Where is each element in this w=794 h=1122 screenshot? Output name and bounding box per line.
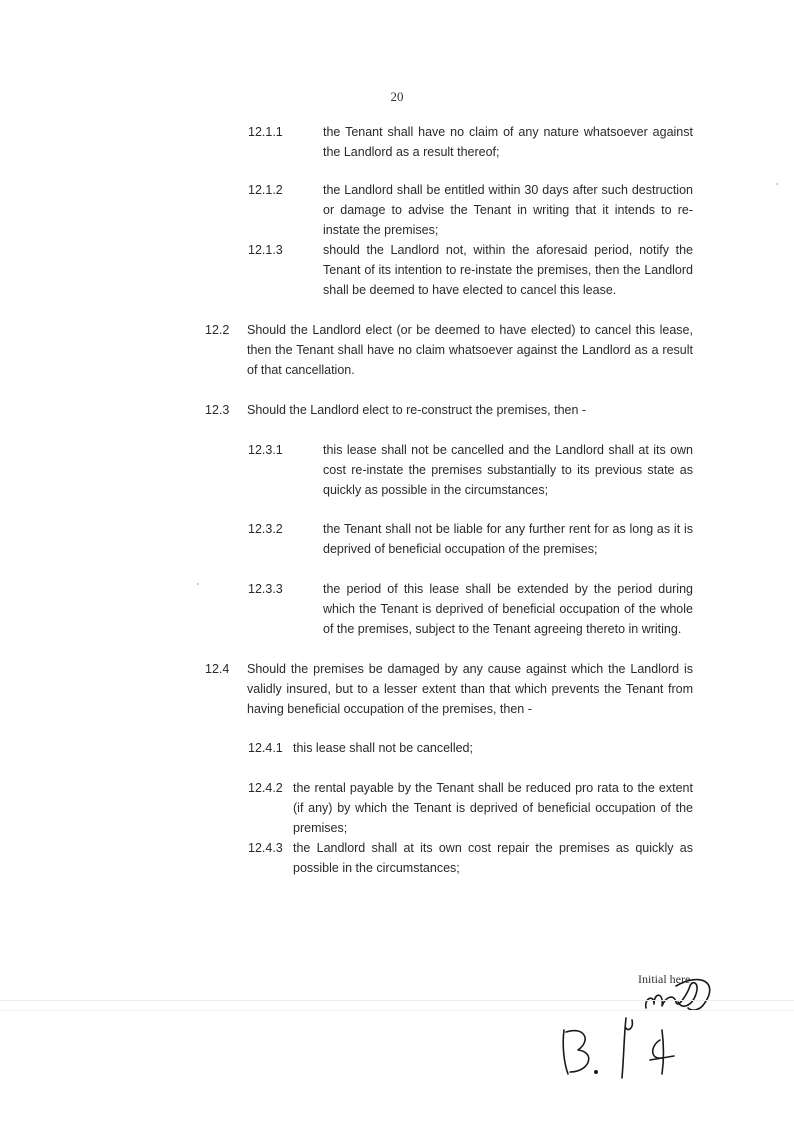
clause-number: 12.3 xyxy=(205,403,230,417)
clause-number: 12.1.3 xyxy=(248,243,283,257)
clause-text: this lease shall not be cancelled and the Landlord shall at its own cost re-instate the premises substantially to its previous state as quickly as possible in the circumstances; xyxy=(323,443,693,497)
clause-number: 12.4.2 xyxy=(248,781,283,795)
scan-speck xyxy=(776,183,778,185)
signature-stroke xyxy=(662,1030,664,1074)
signature-stroke xyxy=(563,1030,568,1074)
clause-number: 12.4 xyxy=(205,662,230,676)
clause-number: 12.2 xyxy=(205,323,230,337)
clause-text: Should the Landlord elect to re-construct the premises, then - xyxy=(247,403,587,417)
signature-stroke xyxy=(622,1018,626,1078)
signature-stroke xyxy=(566,1031,589,1072)
clause-number: 12.3.2 xyxy=(248,522,283,536)
clause-number: 12.3.1 xyxy=(248,443,283,457)
scan-speck xyxy=(197,583,199,585)
handwritten-initials-icon xyxy=(550,968,730,1088)
clause-text: the Tenant shall not be liable for any further rent for as long as it is deprived of beneficial occupation of the premises; xyxy=(323,522,693,556)
signature-stroke xyxy=(626,1020,632,1030)
clause-text: the rental payable by the Tenant shall be reduced pro rata to the extent (if any) by which the Tenant is deprived of beneficial occupation of the premises; xyxy=(293,781,693,835)
signature-stroke xyxy=(646,983,697,1008)
clause-number: 12.1.2 xyxy=(248,183,283,197)
page-number: 20 xyxy=(390,89,404,104)
signature-stroke xyxy=(650,1056,674,1060)
initial-here-label: Initial here xyxy=(638,972,691,986)
clause-text: Should the Landlord elect (or be deemed to have elected) to cancel this lease, then the Tenant shall have no claim whatsoever against the Landlord as a result of that cancellation. xyxy=(247,323,693,377)
clause-text: should the Landlord not, within the aforesaid period, notify the Tenant of its intention to re-instate the premises, then the Landlord shall be deemed to have elected to cancel this lease. xyxy=(323,243,693,297)
scan-artifact-line xyxy=(0,1010,794,1011)
clause-number: 12.4.1 xyxy=(248,741,283,755)
clause-number: 12.3.3 xyxy=(248,582,283,596)
clause-text: the Landlord shall at its own cost repair the premises as quickly as possible in the circumstances; xyxy=(293,841,693,875)
clause-text: the Landlord shall be entitled within 30 days after such destruction or damage to advise the Tenant in writing that it intends to re-instate the premises; xyxy=(323,183,693,237)
clause-number: 12.1.1 xyxy=(248,125,283,139)
signature-stroke xyxy=(653,1040,662,1058)
clause-number: 12.4.3 xyxy=(248,841,283,855)
scan-artifact-line xyxy=(0,1000,794,1001)
clause-text: Should the premises be damaged by any cause against which the Landlord is validly insured, but to a lesser extent than that which prevents the Tenant from having beneficial occupation of the premises, then - xyxy=(247,662,693,716)
clause-text: the Tenant shall have no claim of any nature whatsoever against the Landlord as a result thereof; xyxy=(323,125,693,159)
signature-dot xyxy=(595,1071,597,1073)
clause-text: this lease shall not be cancelled; xyxy=(293,741,473,755)
clause-text: the period of this lease shall be extended by the period during which the Tenant is deprived of beneficial occupation of the whole of the premises, subject to the Tenant agreeing thereto in writing. xyxy=(323,582,693,636)
